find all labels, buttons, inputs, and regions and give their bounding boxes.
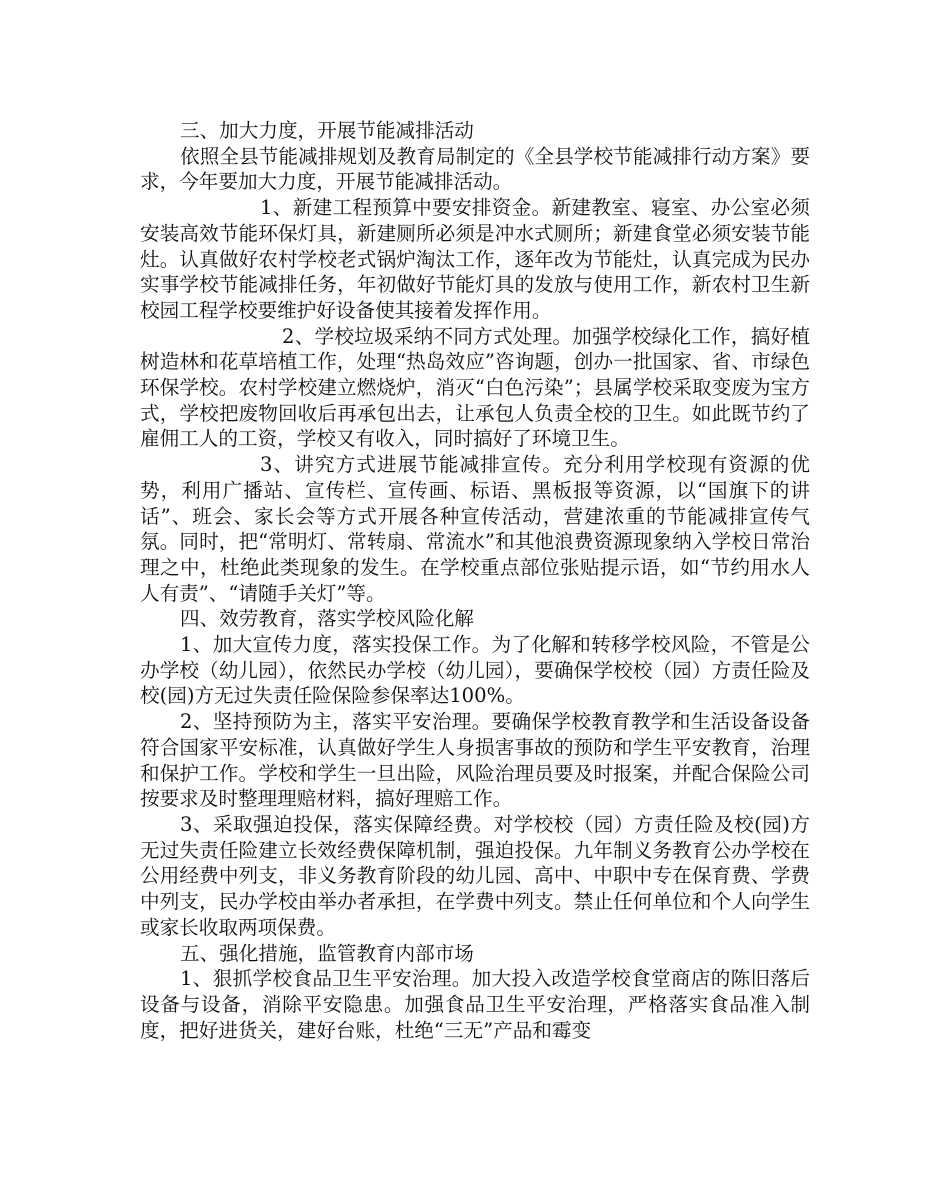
paragraph: 2、学校垃圾采纳不同方式处理。加强学校绿化工作，搞好植树造林和花草培植工作，处理“热岛效应”咨询题，创办一批国家、省、市绿色环保学校。农村学校建立燃烧炉，消灭“白色污染”；县属学校采取变废为宝方式，学校把废物回收后再承包出去，让承包人负责全校的卫生。如此既节约了雇佣工人的工资，学校又有收入，同时搞好了环境卫生。: [140, 324, 810, 451]
section-heading-3: 三、加大力度，开展节能减排活动: [180, 119, 474, 142]
section-heading-5: 五、强化措施，监管教育内部市场: [180, 941, 474, 965]
paragraph: 3、讲究方式进展节能减排宣传。充分利用学校现有资源的优势，利用广播站、宣传栏、宣传画、标语、黑板报等资源，以“国旗下的讲话”、班会、家长会等方式开展各种宣传活动，营建浓重的节能减排宣传气氛。同时，把“常明灯、常转扇、常流水”和其他浪费资源现象纳入学校日常治理之中，杜绝此类现象的发生。在学校重点部位张贴提示语，如“节约用水人人有责”、“请随手关灯”等。: [140, 453, 810, 605]
paragraph: 1、新建工程预算中要安排资金。新建教室、寝室、办公室必须安装高效节能环保灯具，新建厕所必须是冲水式厕所；新建食堂必须安装节能灶。认真做好农村学校老式锅炉淘汰工作，逐年改为节能灶，认真完成为民办实事学校节能减排任务，年初做好节能灯具的发放与使用工作，新农村卫生新校园工程学校要维护好设备使其接着发挥作用。: [140, 196, 810, 322]
paragraph: 2、坚持预防为主，落实平安治理。要确保学校教育教学和生活设备设备符合国家平安标准，认真做好学生人身损害事故的预防和学生平安教育，治理和保护工作。学校和学生一旦出险，风险治理员要及时报案，并配合保险公司按要求及时整理理赔材料，搞好理赔工作。: [140, 710, 810, 811]
paragraph: 依照全县节能减排规划及教育局制定的《全县学校节能减排行动方案》要求，今年要加大力度，开展节能减排活动。: [140, 144, 810, 194]
section-heading-4: 四、效劳教育，落实学校风险化解: [180, 607, 474, 631]
paragraph: 1、狠抓学校食品卫生平安治理。加大投入改造学校食堂商店的陈旧落后设备与设备，消除平安隐患。加强食品卫生平安治理，严格落实食品准入制度，把好进货关，建好台账，杜绝“三无”产品和霉变: [140, 967, 810, 1042]
paragraph: 1、加大宣传力度，落实投保工作。为了化解和转移学校风险，不管是公办学校（幼儿园），依然民办学校（幼儿园），要确保学校校（园）方责任险及校(园)方无过失责任险保险参保率达100%。: [140, 633, 810, 708]
paragraph: 3、采取强迫投保，落实保障经费。对学校校（园）方责任险及校(园)方无过失责任险建立长效经费保障机制，强迫投保。九年制义务教育公办学校在公用经费中列支，非义务教育阶段的幼儿园、高中、中职中专在保育费、学费中列支，民办学校由举办者承担，在学费中列支。禁止任何单位和个人向学生或家长收取两项保费。: [140, 812, 810, 939]
document-body: [140, 118, 810, 1043]
